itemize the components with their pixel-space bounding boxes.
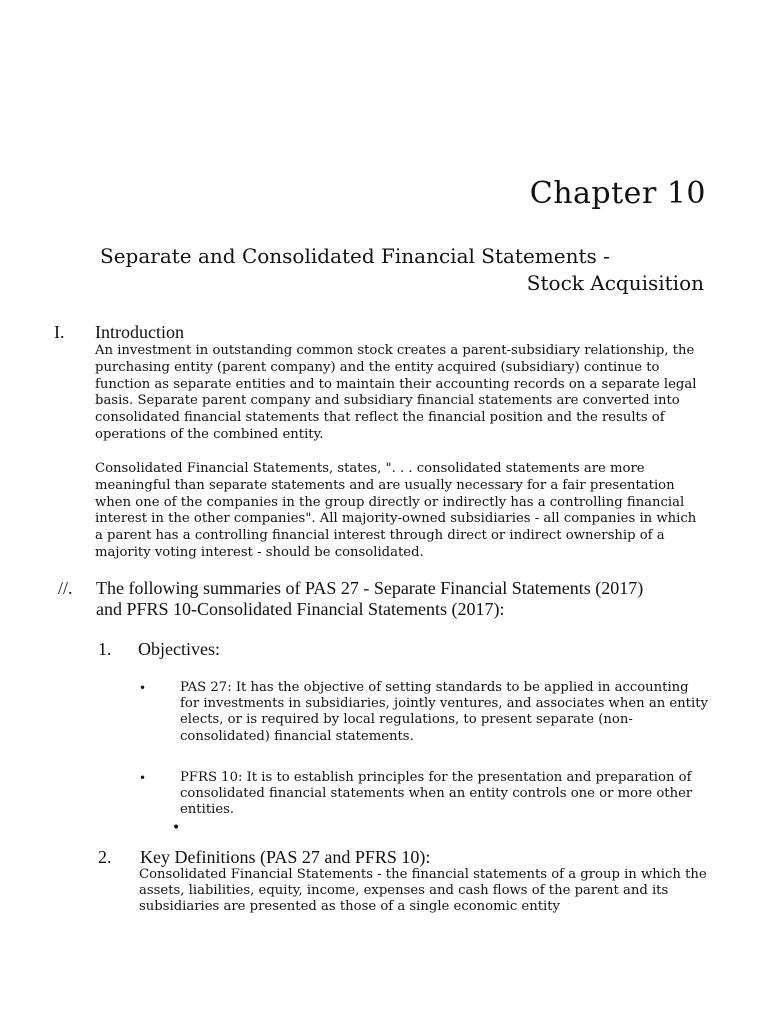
- subsection2-heading: Key Definitions (PAS 27 and PFRS 10):: [140, 847, 431, 867]
- section2-heading-line2: and PFRS 10-Consolidated Financial Statements (2017):: [96, 599, 505, 619]
- chapter-subtitle-line2: Stock Acquisition: [526, 271, 704, 295]
- subsection1-heading: Objectives:: [138, 639, 220, 659]
- section1-number: I.: [54, 322, 65, 342]
- chapter-title: Chapter 10: [529, 176, 706, 211]
- bullet-marker: •: [139, 681, 147, 695]
- objective-pas27: PAS 27: It has the objective of setting standards to be applied in accounting for investments in subsidiaries, jointly ventures, and associates when an entity elects, or is required by local regulations, to present separate (non-consolidated) financial statements.: [180, 680, 708, 744]
- empty-bullet-marker: •: [172, 820, 181, 836]
- bullet-marker: •: [139, 771, 147, 785]
- section2-number: //.: [58, 578, 73, 598]
- definition-consolidated-fs: Consolidated Financial Statements - the financial statements of a group in which the assets, liabilities, equity, income, expenses and cash flows of the parent and its subsidiaries are presented as those of a single economic entity: [139, 867, 707, 915]
- section1-heading: Introduction: [95, 322, 184, 342]
- section1-paragraph2: Consolidated Financial Statements, states, ". . . consolidated statements are more meaningful than separate statements and are usually necessary for a fair presentation when one of the companies in the group directly or indirectly has a controlling financial interest in the other companies". All majority-owned subsidiaries - all companies in which a parent has a controlling financial interest through direct or indirect ownership of a majority voting interest - should be consolidated.: [95, 461, 697, 560]
- section1-paragraph1: An investment in outstanding common stock creates a parent-subsidiary relationship, the purchasing entity (parent company) and the entity acquired (subsidiary) continue to function as separate entities and to maintain their accounting records on a separate legal basis. Separate parent company and subsidiary financial statements are converted into consolidated financial statements that reflect the financial position and the results of operations of the combined entity.: [95, 343, 697, 442]
- subsection1-number: 1.: [98, 639, 112, 659]
- section2-heading-line1: The following summaries of PAS 27 - Separate Financial Statements (2017): [96, 578, 644, 598]
- objective-pfrs10: PFRS 10: It is to establish principles for the presentation and preparation of consolidated financial statements when an entity controls one or more other entities.: [180, 770, 693, 818]
- subsection2-number: 2.: [98, 847, 112, 867]
- chapter-subtitle-line1: Separate and Consolidated Financial Statements -: [100, 244, 610, 268]
